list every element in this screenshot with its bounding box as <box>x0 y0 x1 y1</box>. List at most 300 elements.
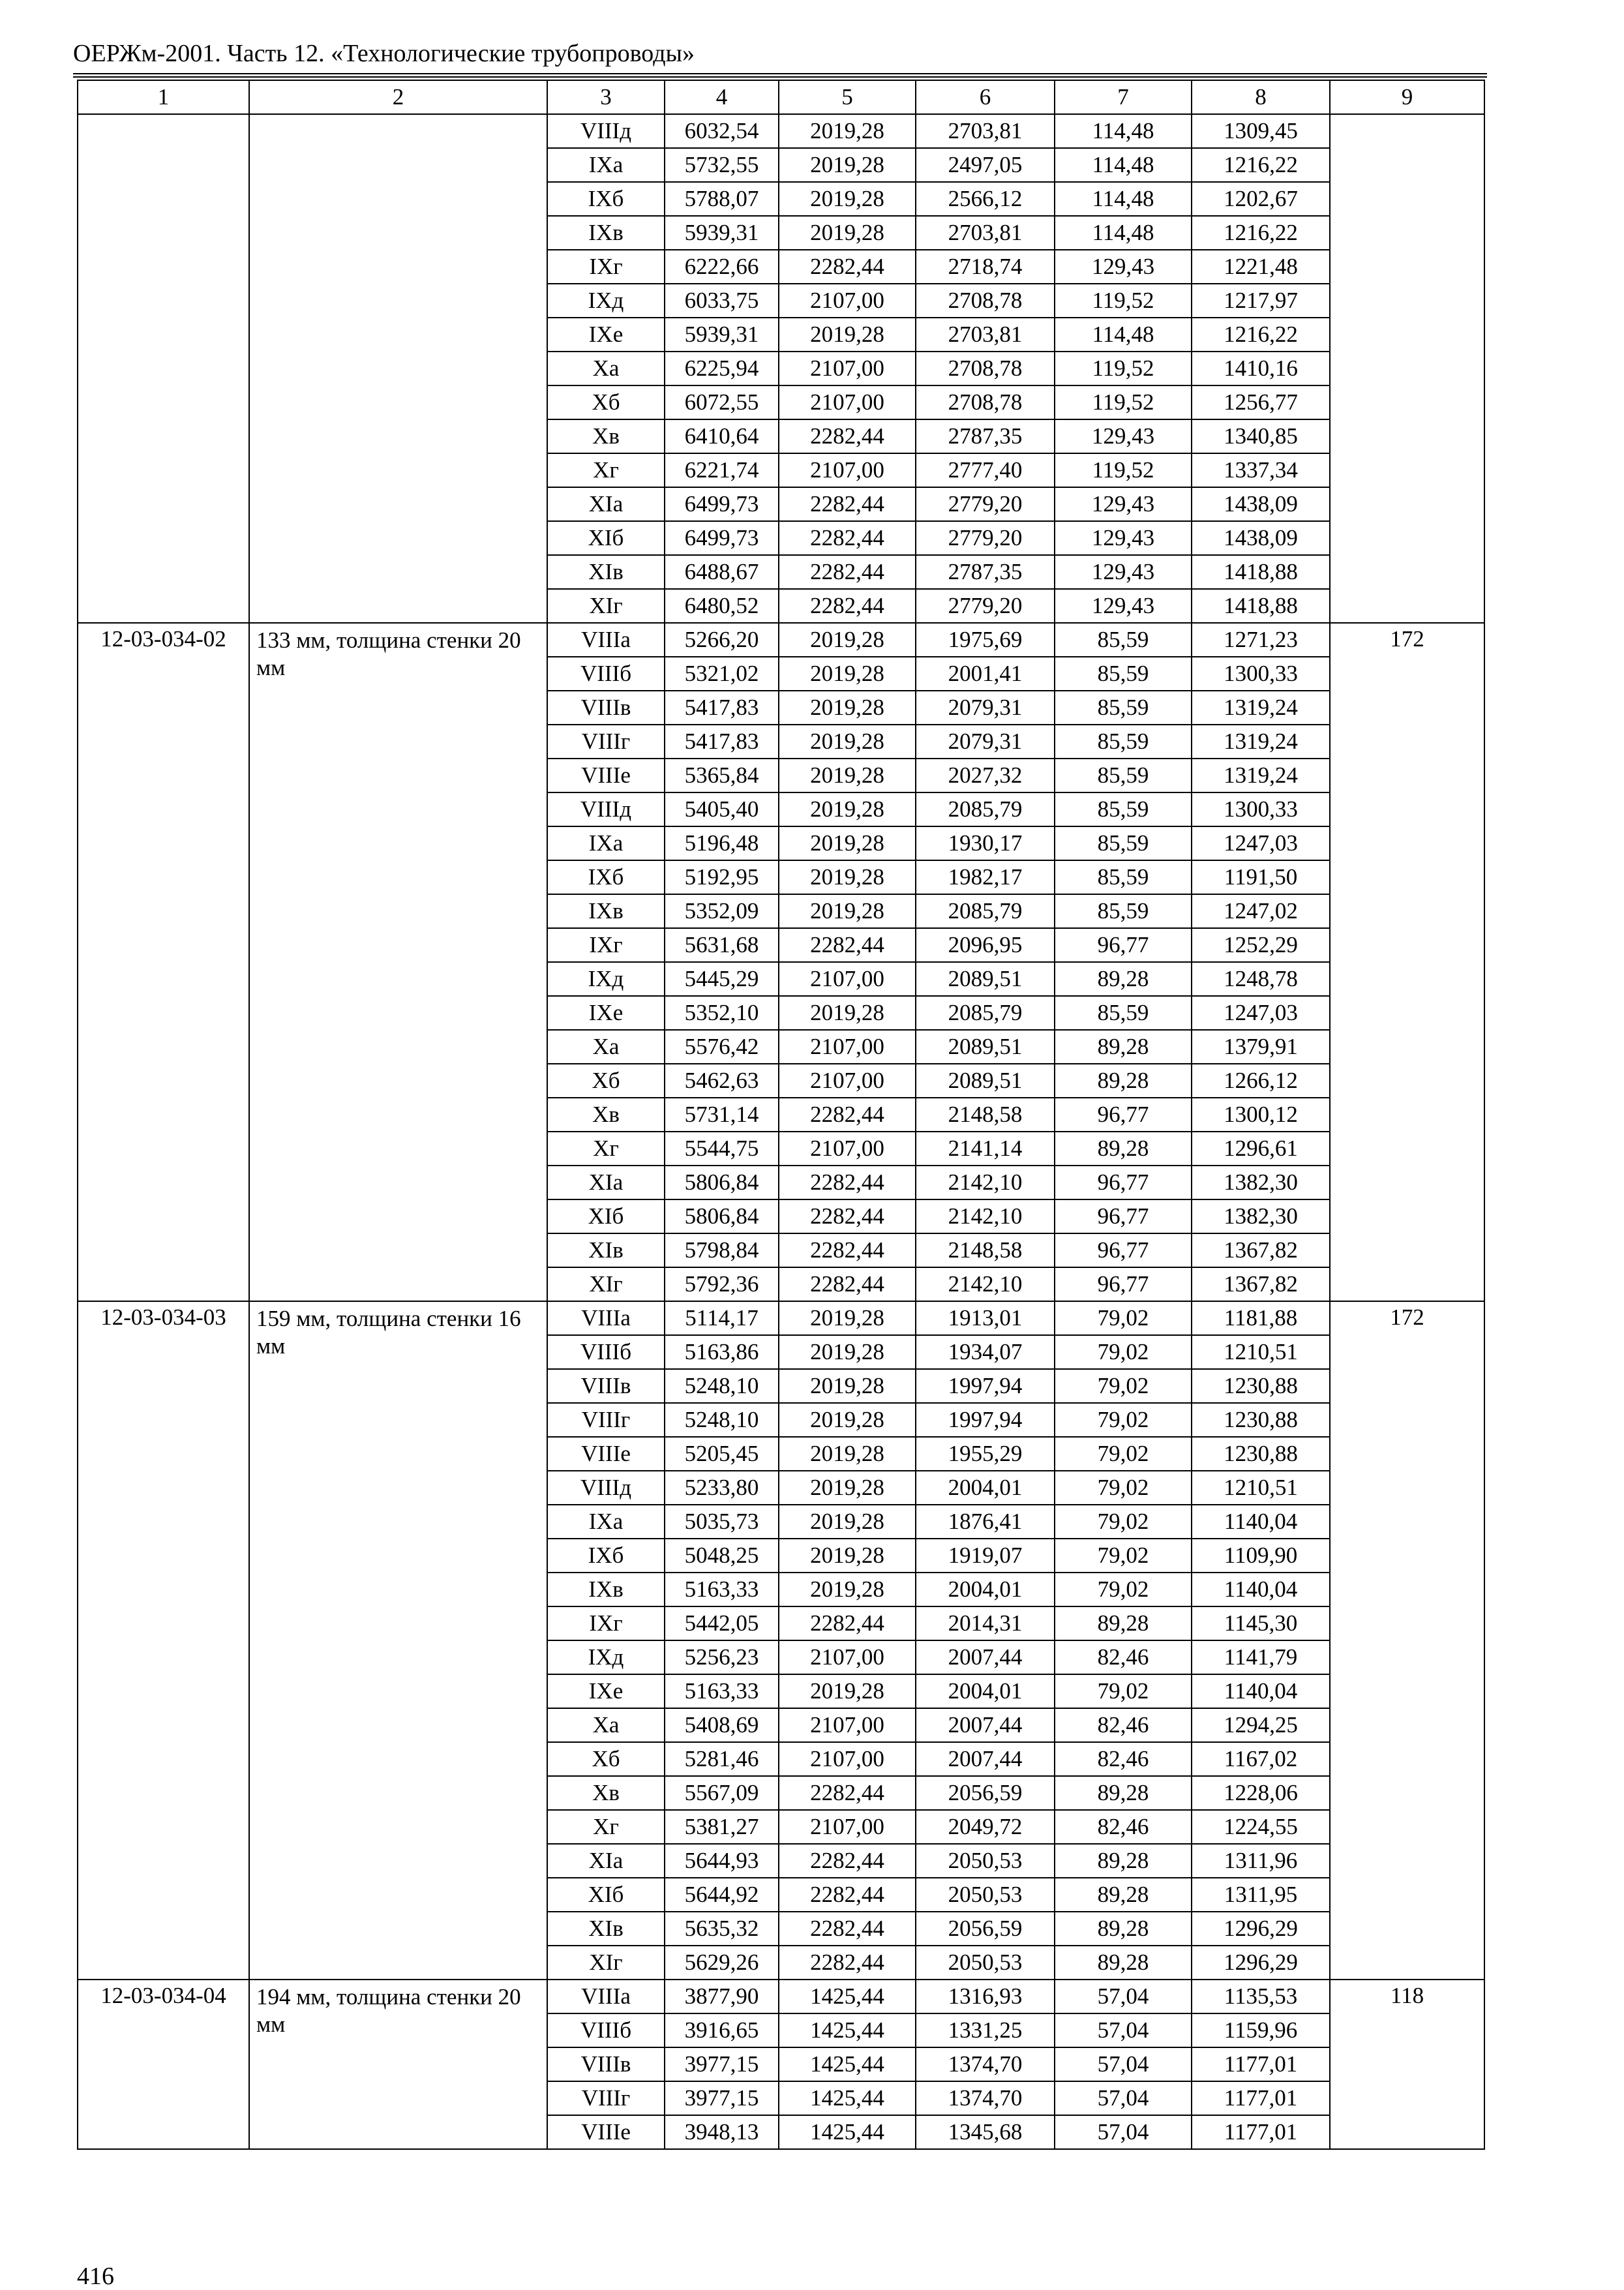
rate-code-cell: 12-03-034-03 <box>78 1301 249 1980</box>
machine-cost-cell: 2703,81 <box>916 318 1055 352</box>
machine-cost-cell: 2056,59 <box>916 1776 1055 1810</box>
machine-cost-cell: 1982,17 <box>916 860 1055 894</box>
table-row <box>78 1980 1484 2013</box>
machine-cost-cell: 2141,14 <box>916 1132 1055 1166</box>
region-cell: IXд <box>547 1640 665 1674</box>
materials-cell: 1382,30 <box>1192 1166 1330 1199</box>
materials-cell: 1266,12 <box>1192 1064 1330 1098</box>
machine-cost-cell: 1331,25 <box>916 2013 1055 2047</box>
region-cell: VIIIв <box>547 1369 665 1403</box>
materials-cell: 1216,22 <box>1192 148 1330 182</box>
driver-wages-cell: 129,43 <box>1055 250 1192 284</box>
region-cell: VIIIе <box>547 759 665 792</box>
driver-wages-cell: 119,52 <box>1055 352 1192 385</box>
materials-cell: 1300,33 <box>1192 657 1330 691</box>
machine-cost-cell: 1975,69 <box>916 623 1055 657</box>
materials-cell: 1181,88 <box>1192 1301 1330 1335</box>
wages-cell: 2019,28 <box>779 148 916 182</box>
driver-wages-cell: 85,59 <box>1055 691 1192 725</box>
total-cost-cell: 5163,86 <box>665 1335 779 1369</box>
wages-cell: 2282,44 <box>779 1166 916 1199</box>
machine-cost-cell: 2004,01 <box>916 1471 1055 1505</box>
total-cost-cell: 5321,02 <box>665 657 779 691</box>
machine-cost-cell: 2001,41 <box>916 657 1055 691</box>
materials-cell: 1177,01 <box>1192 2047 1330 2081</box>
driver-wages-cell: 85,59 <box>1055 623 1192 657</box>
rate-code-cell <box>78 114 249 623</box>
materials-cell: 1135,53 <box>1192 1980 1330 2013</box>
machine-cost-cell: 2708,78 <box>916 352 1055 385</box>
total-cost-cell: 6033,75 <box>665 284 779 318</box>
machine-cost-cell: 2004,01 <box>916 1674 1055 1708</box>
machine-cost-cell: 2089,51 <box>916 1030 1055 1064</box>
region-cell: XIб <box>547 521 665 555</box>
driver-wages-cell: 114,48 <box>1055 318 1192 352</box>
total-cost-cell: 3916,65 <box>665 2013 779 2047</box>
driver-wages-cell: 79,02 <box>1055 1471 1192 1505</box>
machine-cost-cell: 1955,29 <box>916 1437 1055 1471</box>
materials-cell: 1230,88 <box>1192 1403 1330 1437</box>
machine-cost-cell: 2708,78 <box>916 284 1055 318</box>
total-cost-cell: 5576,42 <box>665 1030 779 1064</box>
region-cell: VIIIд <box>547 792 665 826</box>
materials-cell: 1367,82 <box>1192 1233 1330 1267</box>
machine-cost-cell: 2049,72 <box>916 1810 1055 1844</box>
wages-cell: 1425,44 <box>779 2081 916 2115</box>
materials-cell: 1379,91 <box>1192 1030 1330 1064</box>
description-cell: 133 мм, толщина стенки 20 мм <box>249 623 547 1301</box>
machine-cost-cell: 2142,10 <box>916 1267 1055 1301</box>
driver-wages-cell: 89,28 <box>1055 1946 1192 1980</box>
driver-wages-cell: 96,77 <box>1055 928 1192 962</box>
wages-cell: 2107,00 <box>779 385 916 419</box>
total-cost-cell: 3948,13 <box>665 2115 779 2149</box>
driver-wages-cell: 57,04 <box>1055 2013 1192 2047</box>
region-cell: VIIIв <box>547 2047 665 2081</box>
total-cost-cell: 5631,68 <box>665 928 779 962</box>
wages-cell: 2019,28 <box>779 826 916 860</box>
region-cell: VIIIд <box>547 1471 665 1505</box>
driver-wages-cell: 85,59 <box>1055 860 1192 894</box>
driver-wages-cell: 114,48 <box>1055 182 1192 216</box>
materials-cell: 1202,67 <box>1192 182 1330 216</box>
region-cell: Xв <box>547 1776 665 1810</box>
region-cell: IXе <box>547 318 665 352</box>
region-cell: IXе <box>547 996 665 1030</box>
wages-cell: 2107,00 <box>779 352 916 385</box>
driver-wages-cell: 89,28 <box>1055 1912 1192 1946</box>
total-cost-cell: 5442,05 <box>665 1606 779 1640</box>
materials-cell: 1438,09 <box>1192 487 1330 521</box>
driver-wages-cell: 96,77 <box>1055 1098 1192 1132</box>
machine-cost-cell: 2566,12 <box>916 182 1055 216</box>
driver-wages-cell: 85,59 <box>1055 657 1192 691</box>
material-mass-cell <box>1330 114 1484 623</box>
machine-cost-cell: 2142,10 <box>916 1199 1055 1233</box>
machine-cost-cell: 2007,44 <box>916 1742 1055 1776</box>
machine-cost-cell: 1997,94 <box>916 1403 1055 1437</box>
materials-cell: 1177,01 <box>1192 2081 1330 2115</box>
driver-wages-cell: 119,52 <box>1055 453 1192 487</box>
total-cost-cell: 5644,92 <box>665 1878 779 1912</box>
total-cost-cell: 5266,20 <box>665 623 779 657</box>
wages-cell: 2019,28 <box>779 1301 916 1335</box>
total-cost-cell: 6410,64 <box>665 419 779 453</box>
header-rule-bottom <box>73 76 1487 78</box>
wages-cell: 2019,28 <box>779 792 916 826</box>
driver-wages-cell: 89,28 <box>1055 1844 1192 1878</box>
region-cell: IXг <box>547 928 665 962</box>
total-cost-cell: 5629,26 <box>665 1946 779 1980</box>
materials-cell: 1248,78 <box>1192 962 1330 996</box>
wages-cell: 2282,44 <box>779 487 916 521</box>
region-cell: Xг <box>547 453 665 487</box>
machine-cost-cell: 1876,41 <box>916 1505 1055 1539</box>
wages-cell: 2019,28 <box>779 1573 916 1606</box>
total-cost-cell: 5365,84 <box>665 759 779 792</box>
column-number-cell: 7 <box>1055 80 1192 114</box>
wages-cell: 2282,44 <box>779 1878 916 1912</box>
driver-wages-cell: 57,04 <box>1055 2115 1192 2149</box>
total-cost-cell: 5644,93 <box>665 1844 779 1878</box>
column-number-row <box>78 80 1484 114</box>
region-cell: IXб <box>547 860 665 894</box>
wages-cell: 2107,00 <box>779 1132 916 1166</box>
materials-cell: 1296,29 <box>1192 1912 1330 1946</box>
total-cost-cell: 5635,32 <box>665 1912 779 1946</box>
region-cell: IXа <box>547 826 665 860</box>
column-number-cell: 1 <box>78 80 249 114</box>
description-cell: 194 мм, толщина стенки 20 мм <box>249 1980 547 2149</box>
materials-cell: 1216,22 <box>1192 216 1330 250</box>
region-cell: Xа <box>547 352 665 385</box>
region-cell: Xа <box>547 1030 665 1064</box>
total-cost-cell: 5248,10 <box>665 1403 779 1437</box>
column-number-cell: 8 <box>1192 80 1330 114</box>
machine-cost-cell: 2779,20 <box>916 521 1055 555</box>
machine-cost-cell: 1374,70 <box>916 2047 1055 2081</box>
total-cost-cell: 5352,10 <box>665 996 779 1030</box>
machine-cost-cell: 2779,20 <box>916 589 1055 623</box>
materials-cell: 1247,03 <box>1192 996 1330 1030</box>
driver-wages-cell: 79,02 <box>1055 1505 1192 1539</box>
region-cell: VIIIг <box>547 1403 665 1437</box>
description-cell: 159 мм, толщина стенки 16 мм <box>249 1301 547 1980</box>
wages-cell: 2107,00 <box>779 1064 916 1098</box>
materials-cell: 1221,48 <box>1192 250 1330 284</box>
machine-cost-cell: 1345,68 <box>916 2115 1055 2149</box>
total-cost-cell: 5939,31 <box>665 216 779 250</box>
materials-cell: 1418,88 <box>1192 555 1330 589</box>
driver-wages-cell: 114,48 <box>1055 114 1192 148</box>
table-row <box>78 623 1484 657</box>
machine-cost-cell: 2050,53 <box>916 1844 1055 1878</box>
region-cell: IXа <box>547 148 665 182</box>
materials-cell: 1230,88 <box>1192 1369 1330 1403</box>
driver-wages-cell: 85,59 <box>1055 826 1192 860</box>
wages-cell: 2107,00 <box>779 962 916 996</box>
total-cost-cell: 5256,23 <box>665 1640 779 1674</box>
region-cell: IXв <box>547 894 665 928</box>
wages-cell: 2107,00 <box>779 1742 916 1776</box>
total-cost-cell: 5792,36 <box>665 1267 779 1301</box>
wages-cell: 2019,28 <box>779 1369 916 1403</box>
rate-code-cell: 12-03-034-04 <box>78 1980 249 2149</box>
driver-wages-cell: 119,52 <box>1055 385 1192 419</box>
materials-cell: 1109,90 <box>1192 1539 1330 1573</box>
machine-cost-cell: 2089,51 <box>916 962 1055 996</box>
materials-cell: 1247,02 <box>1192 894 1330 928</box>
materials-cell: 1256,77 <box>1192 385 1330 419</box>
wages-cell: 2282,44 <box>779 1606 916 1640</box>
region-cell: VIIIг <box>547 725 665 759</box>
region-cell: XIб <box>547 1878 665 1912</box>
driver-wages-cell: 79,02 <box>1055 1403 1192 1437</box>
driver-wages-cell: 96,77 <box>1055 1199 1192 1233</box>
total-cost-cell: 5806,84 <box>665 1199 779 1233</box>
machine-cost-cell: 2148,58 <box>916 1233 1055 1267</box>
region-cell: VIIIа <box>547 1980 665 2013</box>
total-cost-cell: 5788,07 <box>665 182 779 216</box>
machine-cost-cell: 2718,74 <box>916 250 1055 284</box>
machine-cost-cell: 2085,79 <box>916 792 1055 826</box>
driver-wages-cell: 129,43 <box>1055 555 1192 589</box>
driver-wages-cell: 89,28 <box>1055 1776 1192 1810</box>
driver-wages-cell: 57,04 <box>1055 2047 1192 2081</box>
region-cell: IXб <box>547 182 665 216</box>
total-cost-cell: 5281,46 <box>665 1742 779 1776</box>
region-cell: IXг <box>547 1606 665 1640</box>
driver-wages-cell: 57,04 <box>1055 2081 1192 2115</box>
wages-cell: 2107,00 <box>779 1030 916 1064</box>
materials-cell: 1311,96 <box>1192 1844 1330 1878</box>
material-mass-cell: 118 <box>1330 1980 1484 2149</box>
machine-cost-cell: 2085,79 <box>916 894 1055 928</box>
machine-cost-cell: 1316,93 <box>916 1980 1055 2013</box>
total-cost-cell: 5192,95 <box>665 860 779 894</box>
machine-cost-cell: 1913,01 <box>916 1301 1055 1335</box>
machine-cost-cell: 2148,58 <box>916 1098 1055 1132</box>
machine-cost-cell: 2703,81 <box>916 114 1055 148</box>
region-cell: VIIIб <box>547 657 665 691</box>
materials-cell: 1230,88 <box>1192 1437 1330 1471</box>
driver-wages-cell: 89,28 <box>1055 1030 1192 1064</box>
wages-cell: 2282,44 <box>779 521 916 555</box>
region-cell: XIг <box>547 589 665 623</box>
wages-cell: 2107,00 <box>779 453 916 487</box>
machine-cost-cell: 2027,32 <box>916 759 1055 792</box>
region-cell: Xг <box>547 1810 665 1844</box>
total-cost-cell: 3977,15 <box>665 2081 779 2115</box>
wages-cell: 2019,28 <box>779 725 916 759</box>
wages-cell: 2019,28 <box>779 1471 916 1505</box>
driver-wages-cell: 119,52 <box>1055 284 1192 318</box>
total-cost-cell: 5544,75 <box>665 1132 779 1166</box>
machine-cost-cell: 2050,53 <box>916 1946 1055 1980</box>
driver-wages-cell: 129,43 <box>1055 521 1192 555</box>
total-cost-cell: 5445,29 <box>665 962 779 996</box>
total-cost-cell: 5731,14 <box>665 1098 779 1132</box>
region-cell: IXе <box>547 1674 665 1708</box>
driver-wages-cell: 57,04 <box>1055 1980 1192 2013</box>
machine-cost-cell: 1934,07 <box>916 1335 1055 1369</box>
total-cost-cell: 5163,33 <box>665 1573 779 1606</box>
driver-wages-cell: 96,77 <box>1055 1267 1192 1301</box>
driver-wages-cell: 82,46 <box>1055 1742 1192 1776</box>
wages-cell: 2019,28 <box>779 1539 916 1573</box>
wages-cell: 1425,44 <box>779 2115 916 2149</box>
total-cost-cell: 5381,27 <box>665 1810 779 1844</box>
total-cost-cell: 5417,83 <box>665 691 779 725</box>
machine-cost-cell: 2779,20 <box>916 487 1055 521</box>
region-cell: XIб <box>547 1199 665 1233</box>
materials-cell: 1177,01 <box>1192 2115 1330 2149</box>
wages-cell: 2282,44 <box>779 1199 916 1233</box>
materials-cell: 1319,24 <box>1192 725 1330 759</box>
wages-cell: 2282,44 <box>779 1912 916 1946</box>
driver-wages-cell: 96,77 <box>1055 1166 1192 1199</box>
region-cell: VIIIе <box>547 2115 665 2149</box>
materials-cell: 1140,04 <box>1192 1573 1330 1606</box>
region-cell: IXв <box>547 216 665 250</box>
materials-cell: 1382,30 <box>1192 1199 1330 1233</box>
wages-cell: 2019,28 <box>779 894 916 928</box>
total-cost-cell: 6072,55 <box>665 385 779 419</box>
region-cell: IXг <box>547 250 665 284</box>
region-cell: Xв <box>547 419 665 453</box>
machine-cost-cell: 2497,05 <box>916 148 1055 182</box>
driver-wages-cell: 114,48 <box>1055 148 1192 182</box>
machine-cost-cell: 2708,78 <box>916 385 1055 419</box>
wages-cell: 2019,28 <box>779 1403 916 1437</box>
wages-cell: 2019,28 <box>779 691 916 725</box>
wages-cell: 2019,28 <box>779 1437 916 1471</box>
total-cost-cell: 5248,10 <box>665 1369 779 1403</box>
region-cell: VIIIе <box>547 1437 665 1471</box>
driver-wages-cell: 79,02 <box>1055 1335 1192 1369</box>
region-cell: XIв <box>547 1233 665 1267</box>
machine-cost-cell: 2014,31 <box>916 1606 1055 1640</box>
total-cost-cell: 5567,09 <box>665 1776 779 1810</box>
driver-wages-cell: 89,28 <box>1055 1878 1192 1912</box>
materials-cell: 1210,51 <box>1192 1471 1330 1505</box>
column-number-cell: 2 <box>249 80 547 114</box>
materials-cell: 1309,45 <box>1192 114 1330 148</box>
machine-cost-cell: 2096,95 <box>916 928 1055 962</box>
wages-cell: 2282,44 <box>779 1267 916 1301</box>
materials-cell: 1216,22 <box>1192 318 1330 352</box>
rate-code-cell: 12-03-034-02 <box>78 623 249 1301</box>
machine-cost-cell: 2079,31 <box>916 725 1055 759</box>
region-cell: IXв <box>547 1573 665 1606</box>
driver-wages-cell: 79,02 <box>1055 1573 1192 1606</box>
column-number-cell: 9 <box>1330 80 1484 114</box>
total-cost-cell: 3977,15 <box>665 2047 779 2081</box>
driver-wages-cell: 79,02 <box>1055 1539 1192 1573</box>
region-cell: Xа <box>547 1708 665 1742</box>
materials-cell: 1294,25 <box>1192 1708 1330 1742</box>
machine-cost-cell: 1919,07 <box>916 1539 1055 1573</box>
wages-cell: 2019,28 <box>779 759 916 792</box>
total-cost-cell: 5408,69 <box>665 1708 779 1742</box>
price-table <box>77 80 1485 2150</box>
driver-wages-cell: 79,02 <box>1055 1369 1192 1403</box>
wages-cell: 2282,44 <box>779 1776 916 1810</box>
region-cell: VIIIв <box>547 691 665 725</box>
wages-cell: 1425,44 <box>779 2013 916 2047</box>
wages-cell: 2282,44 <box>779 419 916 453</box>
materials-cell: 1340,85 <box>1192 419 1330 453</box>
total-cost-cell: 5462,63 <box>665 1064 779 1098</box>
driver-wages-cell: 89,28 <box>1055 1132 1192 1166</box>
materials-cell: 1141,79 <box>1192 1640 1330 1674</box>
region-cell: VIIIа <box>547 1301 665 1335</box>
materials-cell: 1167,02 <box>1192 1742 1330 1776</box>
total-cost-cell: 6499,73 <box>665 487 779 521</box>
region-cell: Xв <box>547 1098 665 1132</box>
driver-wages-cell: 85,59 <box>1055 725 1192 759</box>
page-header-title: ОЕРЖм-2001. Часть 12. «Технологические трубопроводы» <box>73 40 695 67</box>
machine-cost-cell: 2004,01 <box>916 1573 1055 1606</box>
total-cost-cell: 5048,25 <box>665 1539 779 1573</box>
wages-cell: 2019,28 <box>779 1674 916 1708</box>
wages-cell: 2282,44 <box>779 928 916 962</box>
wages-cell: 2282,44 <box>779 250 916 284</box>
driver-wages-cell: 85,59 <box>1055 894 1192 928</box>
materials-cell: 1271,23 <box>1192 623 1330 657</box>
column-number-cell: 3 <box>547 80 665 114</box>
machine-cost-cell: 2085,79 <box>916 996 1055 1030</box>
wages-cell: 2019,28 <box>779 657 916 691</box>
column-number-cell: 4 <box>665 80 779 114</box>
region-cell: XIг <box>547 1946 665 1980</box>
total-cost-cell: 5114,17 <box>665 1301 779 1335</box>
driver-wages-cell: 129,43 <box>1055 419 1192 453</box>
description-cell <box>249 114 547 623</box>
materials-cell: 1367,82 <box>1192 1267 1330 1301</box>
wages-cell: 2019,28 <box>779 623 916 657</box>
machine-cost-cell: 2703,81 <box>916 216 1055 250</box>
materials-cell: 1300,33 <box>1192 792 1330 826</box>
materials-cell: 1296,29 <box>1192 1946 1330 1980</box>
page-number: 416 <box>77 2263 114 2290</box>
total-cost-cell: 3877,90 <box>665 1980 779 2013</box>
materials-cell: 1319,24 <box>1192 691 1330 725</box>
materials-cell: 1159,96 <box>1192 2013 1330 2047</box>
machine-cost-cell: 1997,94 <box>916 1369 1055 1403</box>
driver-wages-cell: 79,02 <box>1055 1674 1192 1708</box>
total-cost-cell: 5939,31 <box>665 318 779 352</box>
total-cost-cell: 6480,52 <box>665 589 779 623</box>
wages-cell: 2282,44 <box>779 1946 916 1980</box>
wages-cell: 2019,28 <box>779 860 916 894</box>
wages-cell: 1425,44 <box>779 2047 916 2081</box>
region-cell: Xб <box>547 1742 665 1776</box>
driver-wages-cell: 85,59 <box>1055 759 1192 792</box>
materials-cell: 1337,34 <box>1192 453 1330 487</box>
total-cost-cell: 5806,84 <box>665 1166 779 1199</box>
machine-cost-cell: 2089,51 <box>916 1064 1055 1098</box>
materials-cell: 1319,24 <box>1192 759 1330 792</box>
total-cost-cell: 6221,74 <box>665 453 779 487</box>
driver-wages-cell: 82,46 <box>1055 1810 1192 1844</box>
driver-wages-cell: 129,43 <box>1055 589 1192 623</box>
driver-wages-cell: 85,59 <box>1055 792 1192 826</box>
total-cost-cell: 6032,54 <box>665 114 779 148</box>
materials-cell: 1311,95 <box>1192 1878 1330 1912</box>
region-cell: VIIIа <box>547 623 665 657</box>
total-cost-cell: 5035,73 <box>665 1505 779 1539</box>
